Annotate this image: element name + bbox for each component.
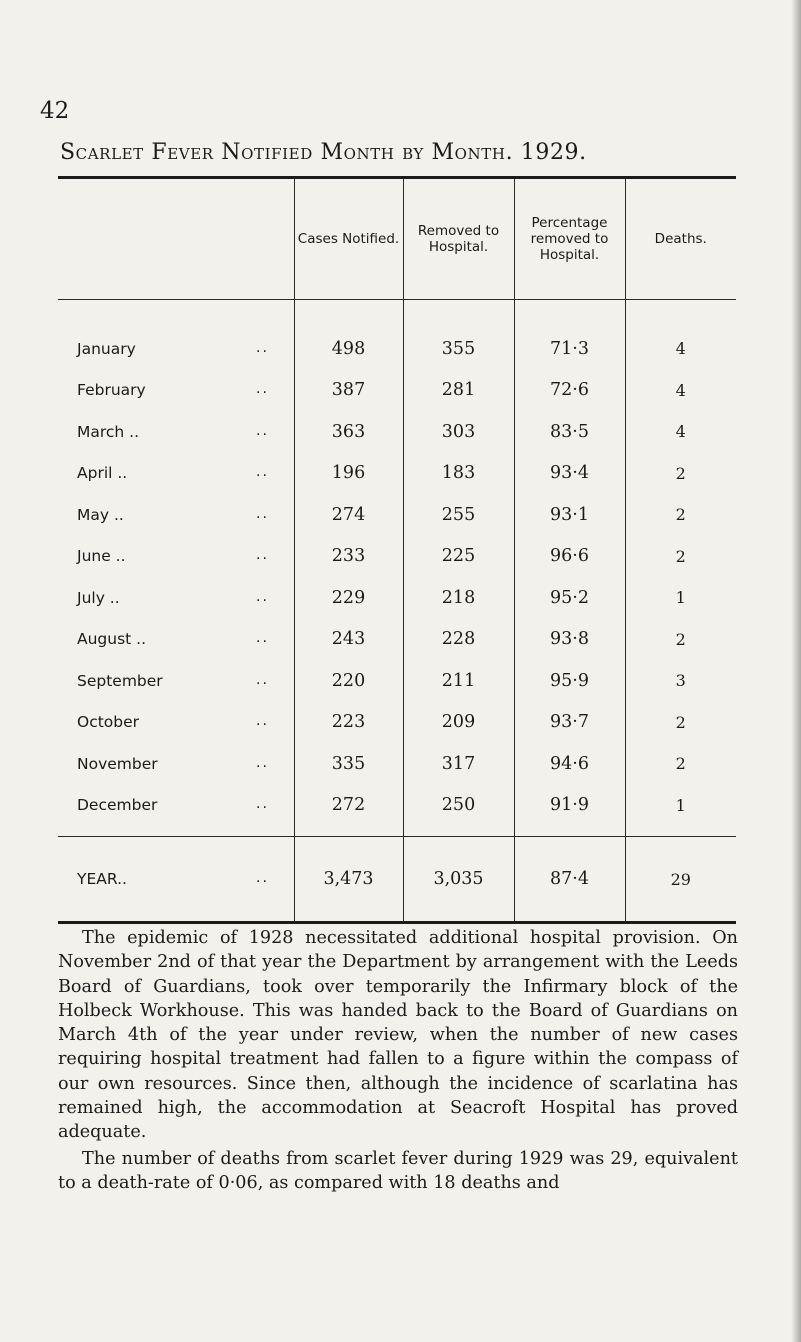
month-cell (58, 300, 294, 370)
cases-cell: 220 (294, 660, 403, 702)
percentage-cell: 71·3 (514, 300, 625, 370)
month-cell (58, 702, 294, 744)
removed-cell: 228 (403, 619, 514, 661)
month-label: January (77, 339, 136, 358)
cases-cell: 233 (294, 536, 403, 578)
total-percentage: 87·4 (514, 837, 625, 923)
cases-cell: 223 (294, 702, 403, 744)
removed-cell: 281 (403, 370, 514, 412)
cases-cell: 229 (294, 577, 403, 619)
month-label: December (77, 796, 158, 815)
month-cell (58, 660, 294, 702)
cases-cell: 387 (294, 370, 403, 412)
removed-cell: 183 (403, 453, 514, 495)
month-label: November (77, 754, 158, 773)
month-cell (58, 411, 294, 453)
deaths-cell: 2 (625, 494, 736, 536)
removed-cell: 355 (403, 300, 514, 370)
table-row (58, 577, 736, 619)
dot-leader: .. (256, 422, 269, 439)
deaths-cell: 2 (625, 743, 736, 785)
percentage-cell: 93·4 (514, 453, 625, 495)
month-cell (58, 370, 294, 412)
table-row (58, 411, 736, 453)
dot-leader: .. (256, 671, 269, 688)
total-row (58, 837, 736, 923)
month-cell (58, 494, 294, 536)
percentage-cell: 94·6 (514, 743, 625, 785)
month-label: May .. (77, 505, 124, 524)
cases-cell: 363 (294, 411, 403, 453)
cases-cell: 335 (294, 743, 403, 785)
table-row (58, 660, 736, 702)
dot-leader: .. (256, 505, 269, 522)
header-row (58, 178, 736, 300)
table-row (58, 619, 736, 661)
deaths-cell: 3 (625, 660, 736, 702)
dot-leader: .. (256, 870, 269, 886)
paragraph: The epidemic of 1928 necessitated additional hospital provision. On November 2nd of that year the Department by arrangement with the Leeds Board of Guardians, took over temporarily the Infirmary block of the Holbeck Workhouse. This was handed back to the Board of Guardians on March 4th of the year under review, when the number of new cases requiring hospital treatment had fallen to a figure within the compass of our own resources. Since then, although the incidence of scarlatina has remained high, the accommodation at Seacroft Hospital has proved adequate. (58, 928, 738, 1143)
table-title: Scarlet Fever Notified Month by Month. 1929. (60, 140, 587, 165)
percentage-cell: 95·9 (514, 660, 625, 702)
removed-cell: 303 (403, 411, 514, 453)
percentage-cell: 72·6 (514, 370, 625, 412)
header-cases-notified: Cases Notified. (294, 178, 403, 300)
removed-cell: 250 (403, 785, 514, 837)
scarlet-fever-table (58, 176, 736, 924)
dot-leader: .. (256, 381, 269, 398)
dot-leader: .. (256, 754, 269, 771)
month-cell (58, 577, 294, 619)
cases-cell: 243 (294, 619, 403, 661)
month-cell (58, 785, 294, 837)
body-text (58, 926, 738, 1195)
table-body (58, 300, 736, 837)
month-label: September (77, 671, 163, 690)
deaths-cell: 2 (625, 536, 736, 578)
deaths-cell: 1 (625, 577, 736, 619)
removed-cell: 209 (403, 702, 514, 744)
month-cell (58, 619, 294, 661)
percentage-cell: 95·2 (514, 577, 625, 619)
removed-cell: 225 (403, 536, 514, 578)
cases-cell: 196 (294, 453, 403, 495)
dot-leader: .. (256, 464, 269, 481)
removed-cell: 255 (403, 494, 514, 536)
cases-cell: 498 (294, 300, 403, 370)
table-row (58, 743, 736, 785)
paragraph: The number of deaths from scarlet fever during 1929 was 29, equivalent to a death-rate of 0·06, as compared with 18 deaths and (58, 1148, 738, 1193)
dot-leader: .. (256, 547, 269, 564)
header-deaths: Deaths. (625, 178, 736, 300)
deaths-cell: 2 (625, 453, 736, 495)
cases-cell: 272 (294, 785, 403, 837)
percentage-cell: 93·8 (514, 619, 625, 661)
percentage-cell: 83·5 (514, 411, 625, 453)
removed-cell: 211 (403, 660, 514, 702)
month-cell (58, 453, 294, 495)
month-label: October (77, 713, 140, 732)
total-label-cell (58, 837, 294, 923)
dot-leader: .. (256, 796, 269, 813)
deaths-cell: 1 (625, 785, 736, 837)
month-cell (58, 743, 294, 785)
table-row (58, 453, 736, 495)
dot-leader: .. (256, 588, 269, 605)
total-label: YEAR.. (77, 870, 127, 888)
month-label: February (77, 381, 146, 400)
percentage-cell: 96·6 (514, 536, 625, 578)
deaths-cell: 4 (625, 300, 736, 370)
dot-leader: .. (256, 713, 269, 730)
month-label: August .. (77, 630, 147, 649)
header-removed: Removed to Hospital. (403, 178, 514, 300)
month-label: June .. (77, 547, 126, 566)
table-row (58, 536, 736, 578)
header-percentage: Percentage removed to Hospital. (514, 178, 625, 300)
table-row (58, 300, 736, 370)
month-cell (58, 536, 294, 578)
total-removed: 3,035 (403, 837, 514, 923)
percentage-cell: 91·9 (514, 785, 625, 837)
deaths-cell: 2 (625, 619, 736, 661)
table-row (58, 494, 736, 536)
month-label: April .. (77, 464, 128, 483)
page-edge-shadow (791, 0, 801, 1342)
removed-cell: 317 (403, 743, 514, 785)
table-row (58, 370, 736, 412)
page-number: 42 (40, 98, 70, 124)
dot-leader: .. (256, 630, 269, 647)
cases-cell: 274 (294, 494, 403, 536)
header-month (58, 178, 294, 300)
percentage-cell: 93·7 (514, 702, 625, 744)
month-label: July .. (77, 588, 120, 607)
deaths-cell: 2 (625, 702, 736, 744)
month-label: March .. (77, 422, 140, 441)
removed-cell: 218 (403, 577, 514, 619)
dot-leader: .. (256, 339, 269, 356)
total-deaths: 29 (625, 837, 736, 923)
total-cases: 3,473 (294, 837, 403, 923)
table-row (58, 785, 736, 837)
table-row (58, 702, 736, 744)
deaths-cell: 4 (625, 411, 736, 453)
deaths-cell: 4 (625, 370, 736, 412)
percentage-cell: 93·1 (514, 494, 625, 536)
